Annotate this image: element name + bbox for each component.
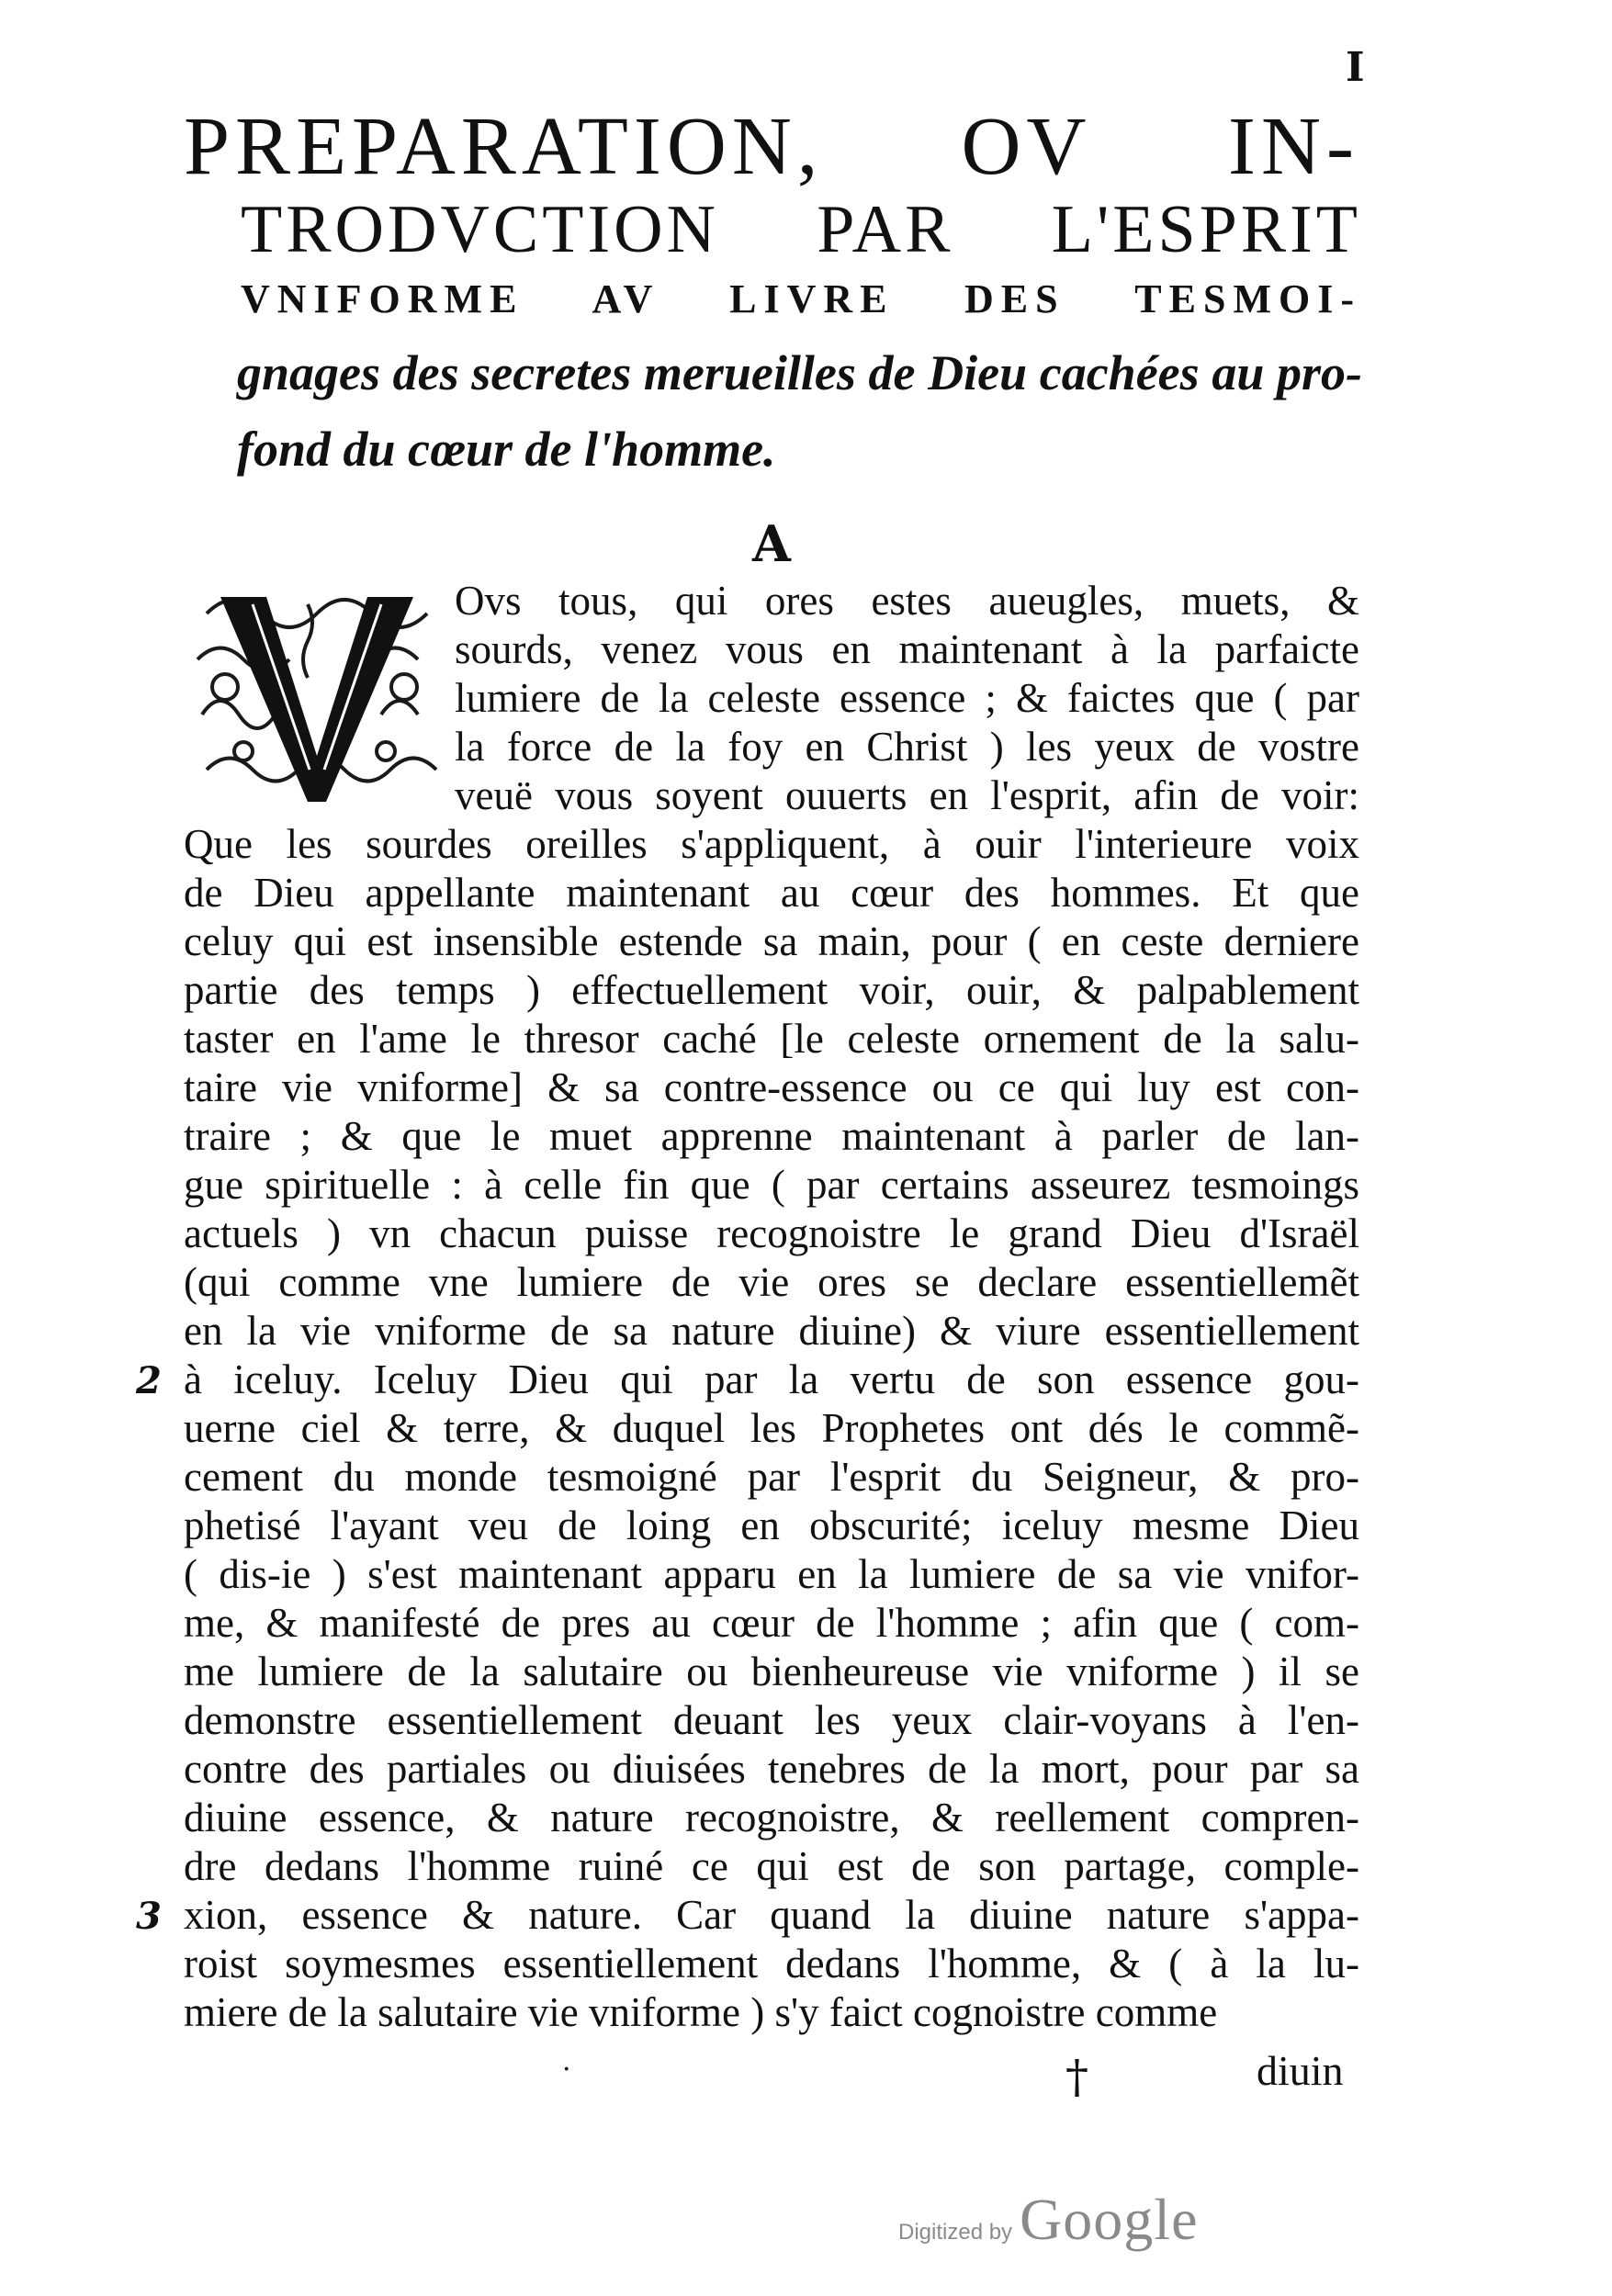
digitized-watermark — [898, 2186, 1198, 2254]
body-line: me lumiere de la salutaire ou bienheureuse vie vniforme ) il se — [184, 1649, 1359, 1694]
body-line: uerne ciel & terre, & duquel les Prophetes ont dés le commẽ- — [184, 1405, 1359, 1451]
body-line: diuine essence, & nature recognoistre, & reellement compren- — [184, 1795, 1359, 1840]
body-line: (qui comme vne lumiere de vie ores se declare essentiellemẽt — [184, 1259, 1359, 1305]
body-line: lumiere de la celeste essence ; & faictes que ( par — [455, 675, 1359, 721]
body-line: taire vie vniforme] & sa contre-essence ou ce qui luy est con- — [184, 1064, 1359, 1110]
body-line: roist soymesmes essentiellement dedans l'homme, & ( à la lu- — [184, 1941, 1359, 1986]
body-line: Que les sourdes oreilles s'appliquent, à ouir l'interieure voix — [184, 821, 1359, 867]
body-line: à iceluy. Iceluy Dieu qui par la vertu de son essence gou- — [184, 1356, 1359, 1402]
body-line: veuë vous soyent ouuerts en l'esprit, afin de voir: — [455, 772, 1359, 818]
title-line-3: VNIFORME AV LIVRE DES TESMOI- — [241, 276, 1361, 321]
body-line: Ovs tous, qui ores estes aueugles, muets, & — [455, 578, 1359, 624]
floral-dropcap-ornament — [188, 577, 441, 811]
drop-cap — [188, 577, 441, 811]
body-line: contre des partiales ou diuisées tenebres de la mort, pour par sa — [184, 1746, 1359, 1792]
title-line-2: TRODVCTION PAR L'ESPRIT — [241, 192, 1361, 267]
body-line: xion, essence & nature. Car quand la diuine nature s'appa- — [184, 1892, 1359, 1938]
body-line: gue spirituelle : à celle fin que ( par certains asseurez tesmoings — [184, 1162, 1359, 1208]
margin-number: 3 — [136, 1895, 162, 1938]
title-line-1: PREPARATION, OV IN- — [184, 101, 1359, 192]
body-line: phetisé l'ayant veu de loing en obscurité; iceluy mesme Dieu — [184, 1503, 1359, 1548]
body-line: me, & manifesté de pres au cœur de l'homme ; afin que ( com- — [184, 1600, 1359, 1646]
body-line: de Dieu appellante maintenant au cœur des hommes. Et que — [184, 870, 1359, 916]
body-line: sourds, venez vous en maintenant à la parfaicte — [455, 626, 1359, 672]
margin-number: 2 — [136, 1359, 162, 1402]
title-line-4: gnages des secretes merueilles de Dieu cachées au pro- — [237, 345, 1362, 400]
body-line: traire ; & que le muet apprenne maintenant à parler de lan- — [184, 1113, 1359, 1159]
title-line-5: fond du cœur de l'homme. — [237, 422, 776, 477]
page-number: I — [1346, 44, 1365, 91]
body-line: en la vie vniforme de sa nature diuine) & viure essentiellement — [184, 1308, 1359, 1354]
body-line: taster en l'ame le thresor caché [le celeste ornement de la salu- — [184, 1016, 1359, 1062]
catchword: diuin — [1257, 2047, 1344, 2094]
body-line: cement du monde tesmoigné par l'esprit du Seigneur, & pro- — [184, 1454, 1359, 1500]
google-logo: Google — [1020, 2187, 1199, 2252]
drop-cap-letter: V — [436, 806, 437, 807]
dagger-mark: † — [1065, 2050, 1088, 2103]
body-line: miere de la salutaire vie vniforme ) s'y faict cognoistre comme — [184, 1989, 1218, 2035]
body-line: ( dis-ie ) s'est maintenant apparu en la lumiere de sa vie vnifor- — [184, 1551, 1359, 1597]
body-line: dre dedans l'homme ruiné ce qui est de son partage, comple- — [184, 1843, 1359, 1889]
stray-mark: · — [562, 2054, 571, 2086]
body-line: partie des temps ) effectuellement voir, ouir, & palpablement — [184, 967, 1359, 1013]
watermark-prefix: Digitized by — [898, 2220, 1013, 2245]
body-line: actuels ) vn chacun puisse recognoistre le grand Dieu d'Israël — [184, 1210, 1359, 1256]
body-line: la force de la foy en Christ ) les yeux de vostre — [455, 724, 1359, 770]
body-line: demonstre essentiellement deuant les yeux clair-voyans à l'en- — [184, 1697, 1359, 1743]
signature-mark: A — [752, 514, 791, 573]
body-line: celuy qui est insensible estende sa main, pour ( en ceste derniere — [184, 918, 1359, 964]
